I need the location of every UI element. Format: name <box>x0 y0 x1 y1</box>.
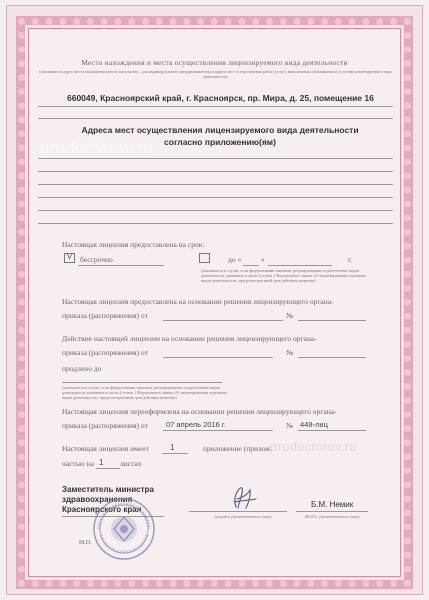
header-subtitle: (указываются адрес места нахождения (место жительства – для индивидуального предпринимателя) и адреса мест осуществления работ (услуг), выполняемых (оказываемых) в составе лицензируемого вида деятельности) <box>39 69 392 79</box>
appendix-count-line <box>162 453 188 454</box>
signatory-title-line-3: Красноярского края <box>62 505 142 514</box>
signatory-name-line <box>296 511 368 512</box>
basis-number-sign: № <box>286 311 294 320</box>
term-month-line <box>268 265 332 266</box>
term-note: (указывается в случае, если федеральными законами, регулирующими осуществление видов деятельности, указанных в части 4 статьи 1 Федерального закона «О лицензировании отдельных видов деятельности», предусмотрен иной срок действия лицензии) <box>201 268 367 283</box>
watermark-text: prodoctorov.ru <box>40 138 153 157</box>
extension-number-sign: № <box>286 348 294 357</box>
extension-note: (указывается в случае, если федеральными законами, регулирующими осуществление видов деятельности, указанных в части 4 статьи 1 Федерального закона «О лицензировании отдельных видов деятельности», предусмотрен иной срок действия лицензии) <box>62 385 228 400</box>
appendix-text-a: Настоящая лицензия имеет <box>62 444 149 453</box>
reissue-date-line <box>163 430 273 431</box>
signatory-title-line-1: Заместитель министра <box>62 485 154 494</box>
extension-until-line <box>62 382 222 383</box>
signatory-name-caption: (Ф.И.О. уполномоченного лица) <box>304 514 360 519</box>
signatory-title-line-2: здравоохранения <box>62 495 133 504</box>
term-label: Настоящая лицензия предоставлена на срок: <box>62 240 205 249</box>
indefinite-underline <box>78 265 164 266</box>
extension-number-line <box>298 357 366 358</box>
reissue-line-2: приказа (распоряжения) от <box>62 421 148 430</box>
addresses-heading: Адреса мест осуществления лицензируемого вида деятельности согласно приложению(ям) <box>81 125 359 147</box>
appendix-count: 1 <box>170 443 175 452</box>
signatory-name: Б.М. Немик <box>311 500 354 509</box>
signature-caption: (подпись уполномоченного лица) <box>214 514 272 519</box>
reissue-line-1: Настоящая лицензия переоформлена на основании решения лицензирующего органа- <box>62 407 337 416</box>
reissue-number-line <box>298 430 366 431</box>
appendix-sheets-line <box>96 468 120 469</box>
term-until-checkbox[interactable] <box>199 253 210 263</box>
reissue-number: 448-лиц <box>300 420 328 429</box>
basis-line-1: Настоящая лицензия предоставлена на основании решения лицензирующего органа- <box>62 297 334 306</box>
blank-line <box>38 184 393 185</box>
basis-line-2: приказа (распоряжения) от <box>62 311 148 320</box>
term-year-suffix: г. <box>348 255 353 264</box>
term-until-label: до « <box>228 255 242 264</box>
indefinite-label: бессрочно <box>80 255 113 264</box>
term-day-line <box>243 265 259 266</box>
signature-icon <box>222 482 262 512</box>
signature-line <box>189 511 287 512</box>
address-underline <box>38 106 393 107</box>
header-title: Место нахождения и места осуществления лицензируемого вида деятельности <box>81 58 348 67</box>
blank-line <box>38 223 393 224</box>
term-quote-close: » <box>261 255 265 264</box>
appendix-text-d: листах <box>120 459 142 468</box>
watermark-text-secondary: prodoctorov.ru <box>270 439 358 454</box>
extension-line-2: приказа (распоряжения) от <box>62 348 148 357</box>
extension-until: продлено до <box>62 364 102 373</box>
blank-line <box>38 210 393 211</box>
blank-line <box>38 158 393 159</box>
blank-line <box>38 171 393 172</box>
indefinite-checkbox[interactable]: V <box>64 253 75 263</box>
seal-mp-label: М.П. <box>79 540 92 546</box>
basis-date-line <box>163 320 283 321</box>
appendix-text-b: приложение (прилож <box>203 444 271 453</box>
reissue-number-sign: № <box>286 421 294 430</box>
extension-line-1: Действие настоящей лицензии на основании решения лицензирующего органа- <box>62 334 317 343</box>
appendix-text-c: частью на <box>62 459 94 468</box>
blank-line <box>38 197 393 198</box>
main-address: 660049, Красноярский край, г. Красноярск, пр. Мира, д. 25, помещение 16 <box>67 93 374 103</box>
official-seal-icon <box>92 497 156 561</box>
reissue-date: 07 апрель 2016 г. <box>166 420 226 429</box>
appendix-sheets: 1 <box>99 458 104 467</box>
address-blank-line <box>38 118 393 119</box>
extension-date-line <box>163 357 273 358</box>
basis-number-line <box>298 320 366 321</box>
